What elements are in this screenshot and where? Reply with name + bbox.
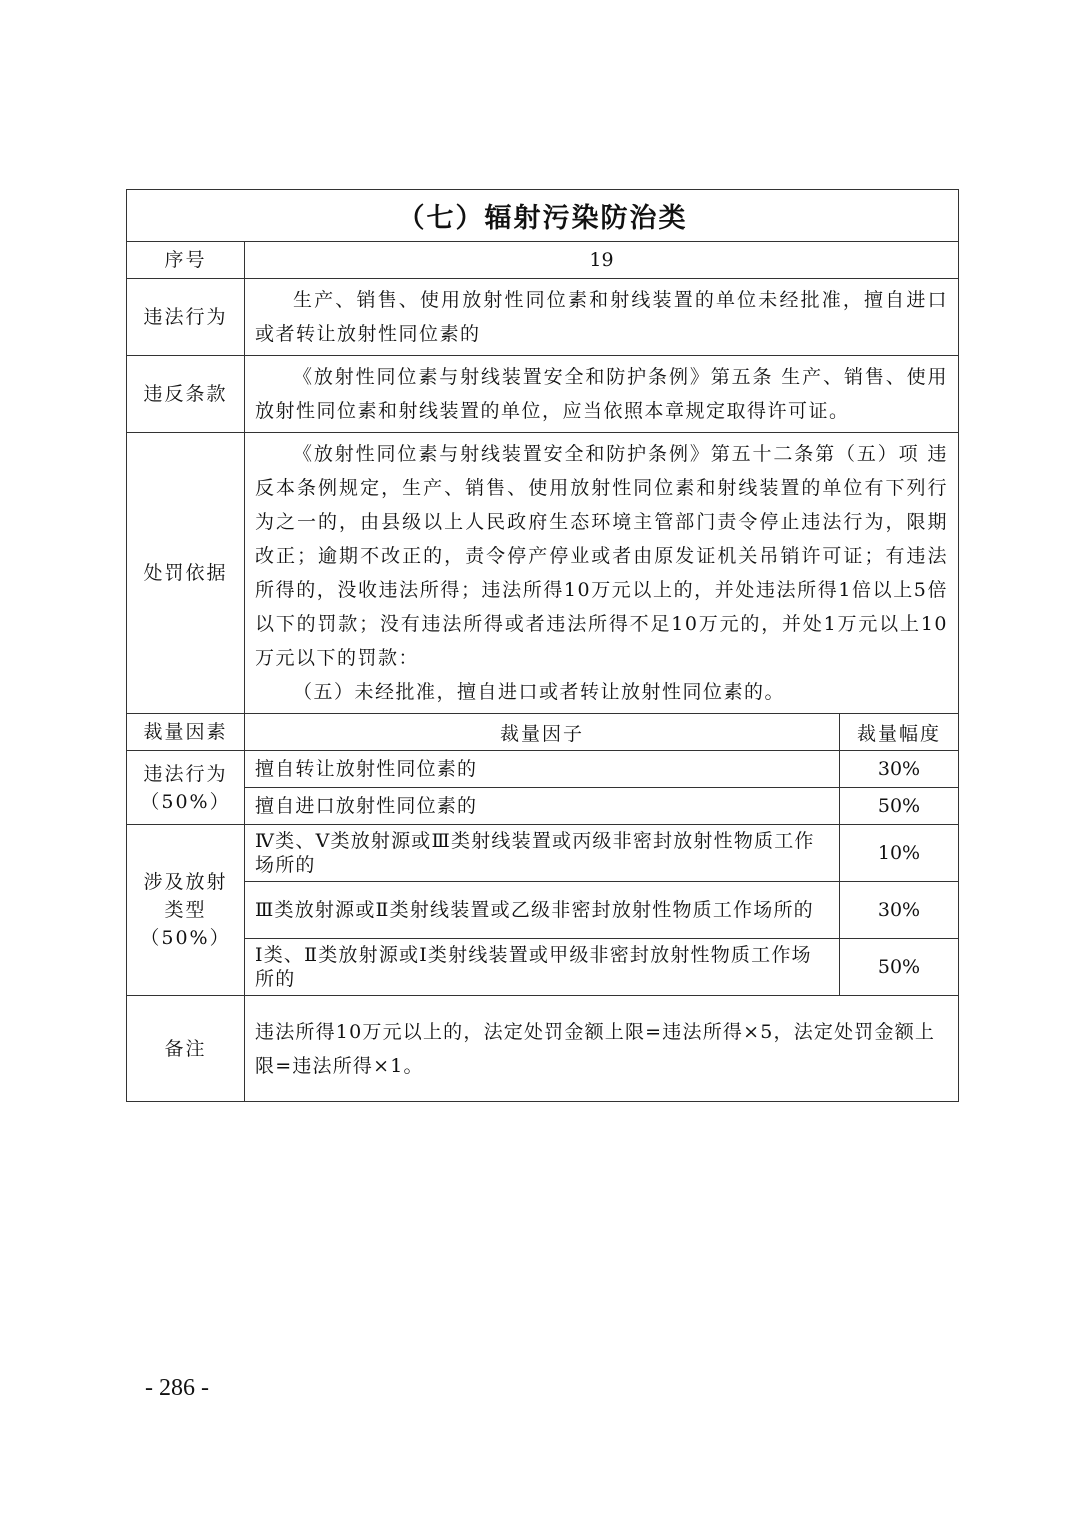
- penalty-basis-label: 处罚依据: [127, 433, 245, 714]
- group-label-line: 类型: [164, 899, 207, 921]
- group-label-violation: [127, 751, 245, 825]
- range-cell: 10%: [840, 825, 959, 882]
- group-label-radiation-type: [127, 825, 245, 996]
- title-row: [127, 190, 959, 242]
- group-label-line: 涉及放射: [143, 871, 228, 893]
- discretion-header-row: [127, 714, 959, 751]
- range-header: 裁量幅度: [840, 714, 959, 751]
- factor-cell: Ⅳ类、Ⅴ类放射源或Ⅲ类射线装置或丙级非密封放射性物质工作场所的: [245, 825, 840, 882]
- penalty-basis-row: [127, 433, 959, 714]
- clause-row: [127, 356, 959, 433]
- clause-text: 《放射性同位素与射线装置安全和防护条例》第五条 生产、销售、使用放射性同位素和射线装置的单位，应当依照本章规定取得许可证。: [255, 366, 948, 422]
- table-title: （七）辐射污染防治类: [127, 190, 959, 242]
- factor-cell: 擅自转让放射性同位素的: [245, 751, 840, 788]
- group-label-line: （50%）: [140, 790, 231, 813]
- serial-row: [127, 242, 959, 279]
- sub-factor-header: 裁量因子: [245, 714, 840, 751]
- table-row: [127, 882, 959, 939]
- penalty-basis-text: 《放射性同位素与射线装置安全和防护条例》第五十二条第（五）项 违反本条例规定，生产、销售、使用放射性同位素和射线装置的单位有下列行为之一的，由县级以上人民政府生态环境主管部门责令停止违法行为，限期改正；逾期不改正的，责令停产停业或者由原发证机关吊销许可证；有违法所得的，没收违法所得；违法所得10万元以上的，并处违法所得1倍以上5倍以下的罚款；没有违法所得或者违法所得不足10万元的，并处1万元以上10万元以下的罚款：: [255, 443, 948, 669]
- factor-cell: Ⅰ类、Ⅱ类放射源或Ⅰ类射线装置或甲级非密封放射性物质工作场所的: [245, 939, 840, 996]
- clause-label: 违反条款: [127, 356, 245, 433]
- remarks-value: 违法所得10万元以上的，法定处罚金额上限=违法所得×5，法定处罚金额上限=违法所得×1。: [245, 996, 959, 1102]
- factor-cell: 擅自进口放射性同位素的: [245, 788, 840, 825]
- page-number: - 286 -: [145, 1375, 209, 1401]
- range-cell: 50%: [840, 788, 959, 825]
- group-label-line: 违法行为: [143, 762, 228, 785]
- violation-label: 违法行为: [127, 279, 245, 356]
- table-row: [127, 751, 959, 788]
- penalty-basis-item: （五）未经批准，擅自进口或者转让放射性同位素的。: [293, 681, 786, 703]
- serial-value: 19: [245, 242, 959, 279]
- factor-cell: Ⅲ类放射源或Ⅱ类射线装置或乙级非密封放射性物质工作场所的: [245, 882, 840, 939]
- table-row: [127, 939, 959, 996]
- factor-header: 裁量因素: [127, 714, 245, 751]
- group-label-line: （50%）: [140, 927, 231, 949]
- penalty-basis-value: [245, 433, 959, 714]
- table-row: [127, 825, 959, 882]
- violation-value: [245, 279, 959, 356]
- remarks-label: 备注: [127, 996, 245, 1102]
- table-row: [127, 788, 959, 825]
- range-cell: 30%: [840, 751, 959, 788]
- discretion-table: [126, 189, 959, 1102]
- remarks-row: [127, 996, 959, 1102]
- violation-text: 生产、销售、使用放射性同位素和射线装置的单位未经批准，擅自进口或者转让放射性同位素的: [255, 289, 948, 345]
- range-cell: 30%: [840, 882, 959, 939]
- clause-value: [245, 356, 959, 433]
- range-cell: 50%: [840, 939, 959, 996]
- serial-label: 序号: [127, 242, 245, 279]
- violation-row: [127, 279, 959, 356]
